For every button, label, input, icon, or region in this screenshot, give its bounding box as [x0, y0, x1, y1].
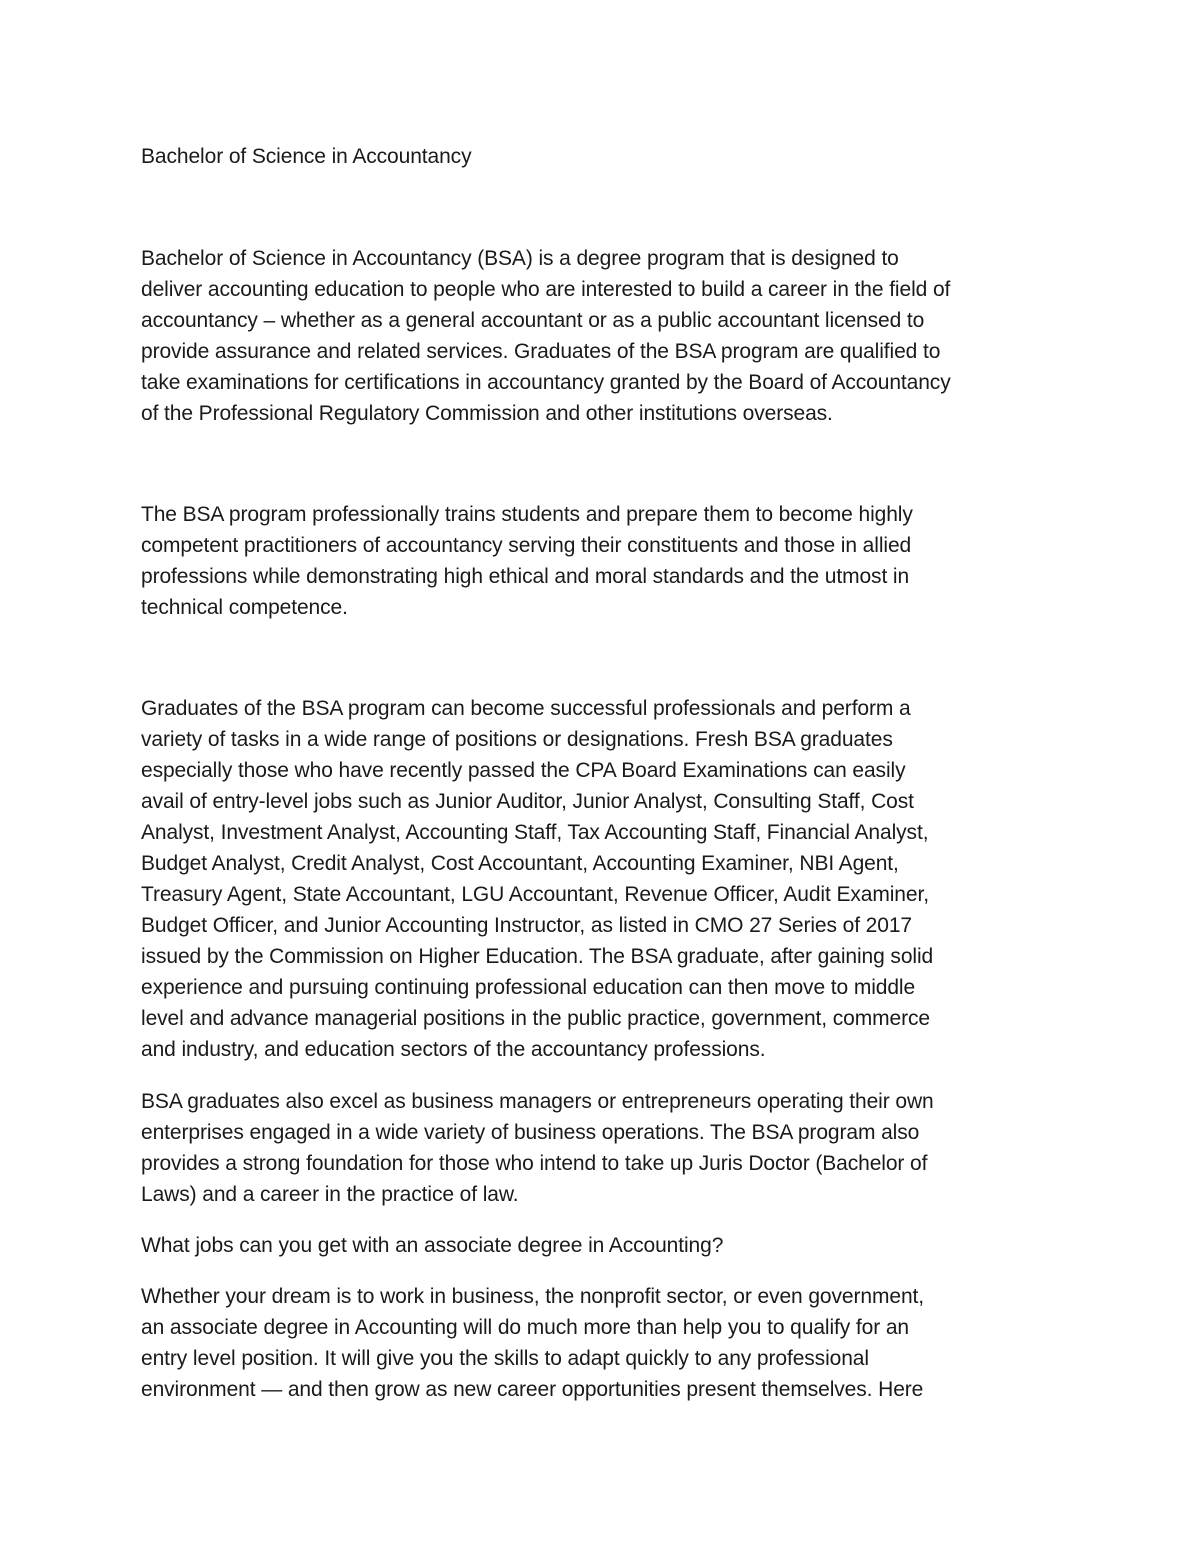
paragraph-line: environment — and then grow as new career opportunities present themselves. Here — [141, 1378, 924, 1401]
document-title — [141, 141, 1076, 172]
paragraph-line: experience and pursuing continuing professional education can then move to middle — [141, 976, 916, 999]
paragraph-line: issued by the Commission on Higher Education. The BSA graduate, after gaining solid — [141, 945, 934, 968]
paragraph-line: take examinations for certifications in accountancy granted by the Board of Accountancy — [141, 371, 951, 394]
paragraph-graduate-careers — [141, 693, 1076, 1065]
paragraph-line: level and advance managerial positions in the public practice, government, commerce — [141, 1007, 930, 1030]
paragraph-line: The BSA program professionally trains students and prepare them to become highly — [141, 503, 913, 526]
paragraph-line: Budget Officer, and Junior Accounting Instructor, as listed in CMO 27 Series of 2017 — [141, 914, 912, 937]
paragraph-line: competent practitioners of accountancy serving their constituents and those in allied — [141, 534, 912, 557]
title-line: Bachelor of Science in Accountancy — [141, 145, 472, 168]
paragraph-question — [141, 1230, 1076, 1261]
paragraph-line: Analyst, Investment Analyst, Accounting Staff, Tax Accounting Staff, Financial Analyst, — [141, 821, 929, 844]
paragraph-line: What jobs can you get with an associate degree in Accounting? — [141, 1234, 724, 1257]
paragraph-line: enterprises engaged in a wide variety of business operations. The BSA program also — [141, 1121, 920, 1144]
paragraph-line: professions while demonstrating high ethical and moral standards and the utmost in — [141, 565, 910, 588]
paragraph-line: and industry, and education sectors of the accountancy professions. — [141, 1038, 766, 1061]
paragraph-line: accountancy – whether as a general accountant or as a public accountant licensed to — [141, 309, 925, 332]
paragraph-line: provides a strong foundation for those who intend to take up Juris Doctor (Bachelor of — [141, 1152, 928, 1175]
paragraph-business-law — [141, 1086, 1076, 1210]
paragraph-line: of the Professional Regulatory Commission and other institutions overseas. — [141, 402, 833, 425]
paragraph-line: BSA graduates also excel as business managers or entrepreneurs operating their own — [141, 1090, 934, 1113]
paragraph-program-training — [141, 499, 1076, 623]
paragraph-line: avail of entry-level jobs such as Junior Auditor, Junior Analyst, Consulting Staff, Cost — [141, 790, 914, 813]
paragraph-line: deliver accounting education to people who are interested to build a career in the field of — [141, 278, 951, 301]
paragraph-bsa-definition — [141, 243, 1076, 429]
paragraph-line: Graduates of the BSA program can become successful professionals and perform a — [141, 697, 911, 720]
paragraph-line: Bachelor of Science in Accountancy (BSA) is a degree program that is designed to — [141, 247, 899, 270]
paragraph-line: an associate degree in Accounting will do much more than help you to qualify for an — [141, 1316, 910, 1339]
paragraph-associate-degree — [141, 1281, 1076, 1405]
paragraph-line: Treasury Agent, State Accountant, LGU Accountant, Revenue Officer, Audit Examiner, — [141, 883, 929, 906]
paragraph-line: especially those who have recently passed the CPA Board Examinations can easily — [141, 759, 906, 782]
paragraph-line: Budget Analyst, Credit Analyst, Cost Accountant, Accounting Examiner, NBI Agent, — [141, 852, 899, 875]
paragraph-line: provide assurance and related services. Graduates of the BSA program are qualified to — [141, 340, 941, 363]
paragraph-line: Laws) and a career in the practice of law. — [141, 1183, 519, 1206]
paragraph-line: technical competence. — [141, 596, 348, 619]
paragraph-line: entry level position. It will give you the skills to adapt quickly to any professional — [141, 1347, 869, 1370]
paragraph-line: variety of tasks in a wide range of positions or designations. Fresh BSA graduates — [141, 728, 893, 751]
paragraph-line: Whether your dream is to work in business, the nonprofit sector, or even government, — [141, 1285, 924, 1308]
